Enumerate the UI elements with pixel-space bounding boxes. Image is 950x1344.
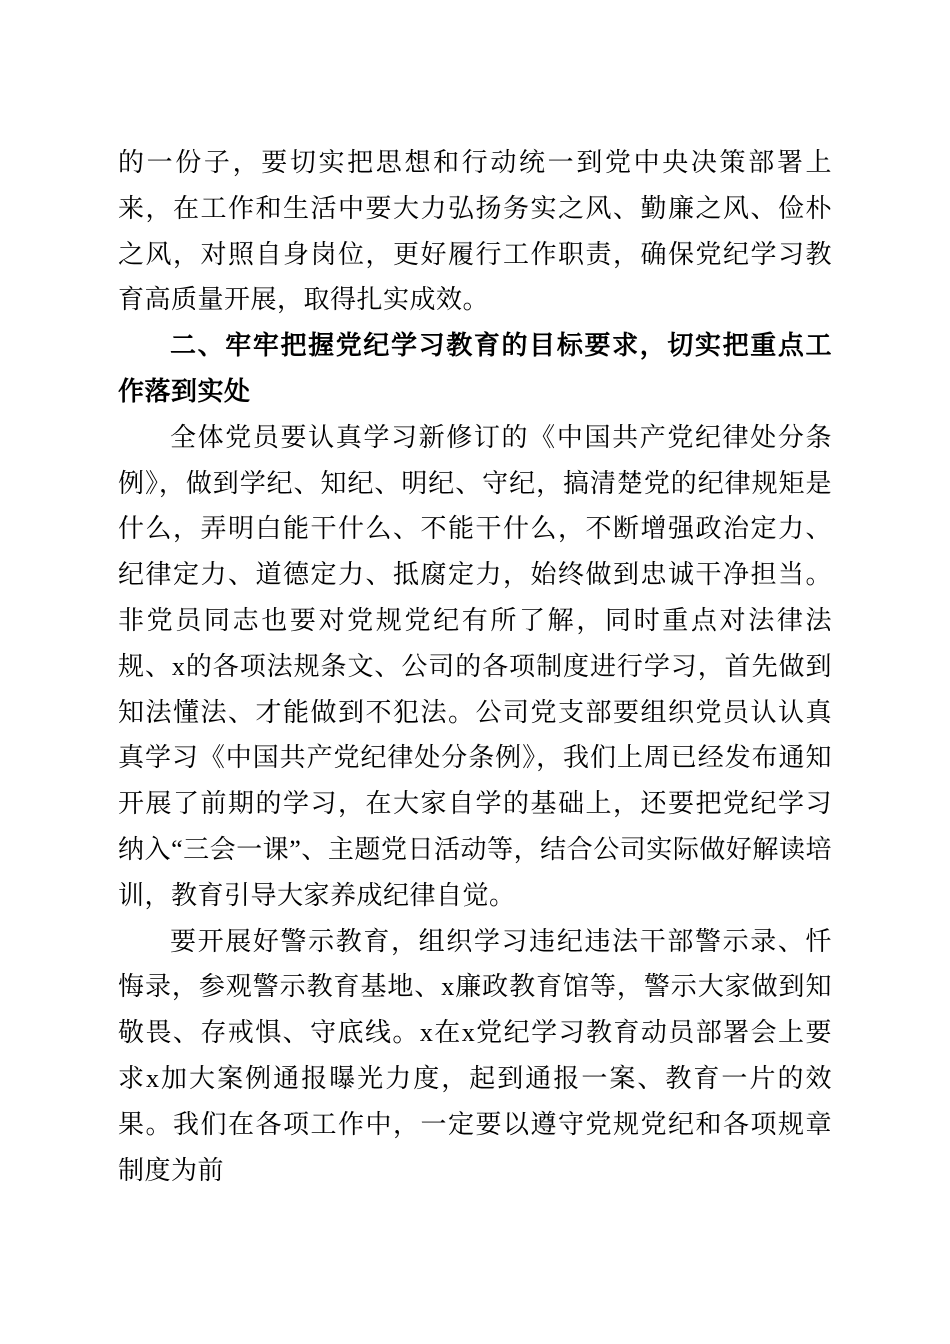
paragraph-warning-education: 要开展好警示教育，组织学习违纪违法干部警示录、忏悔录，参观警示教育基地、x廉政教育馆等，警示大家做到知敬畏、存戒惧、守底线。x在x党纪学习教育动员部署会上要求x加大案例通报曝光力度，起到通报一案、教育一片的效果。我们在各项工作中，一定要以遵守党规党纪和各项规章制度为前 [118, 926, 832, 1185]
section-heading: 二、牢牢把握党纪学习教育的目标要求，切实把重点工作落到实处 [118, 330, 832, 406]
paragraph-continuation: 的一份子，要切实把思想和行动统一到党中央决策部署上来，在工作和生活中要大力弘扬务实之风、勤廉之风、俭朴之风，对照自身岗位，更好履行工作职责，确保党纪学习教育高质量开展，取得扎实成效。 [118, 148, 832, 315]
paragraph-study-requirements: 全体党员要认真学习新修订的《中国共产党纪律处分条例》，做到学纪、知纪、明纪、守纪，搞清楚党的纪律规矩是什么，弄明白能干什么、不能干什么，不断增强政治定力、纪律定力、道德定力、抵腐定力，始终做到忠诚干净担当。非党员同志也要对党规党纪有所了解，同时重点对法律法规、x的各项法规条文、公司的各项制度进行学习，首先做到知法懂法、才能做到不犯法。公司党支部要组织党员认认真真学习《中国共产党纪律处分条例》，我们上周已经发布通知开展了前期的学习，在大家自学的基础上，还要把党纪学习纳入“三会一课”、主题党日活动等，结合公司实际做好解读培训，教育引导大家养成纪律自觉。 [118, 422, 832, 910]
document-content [118, 140, 832, 1193]
